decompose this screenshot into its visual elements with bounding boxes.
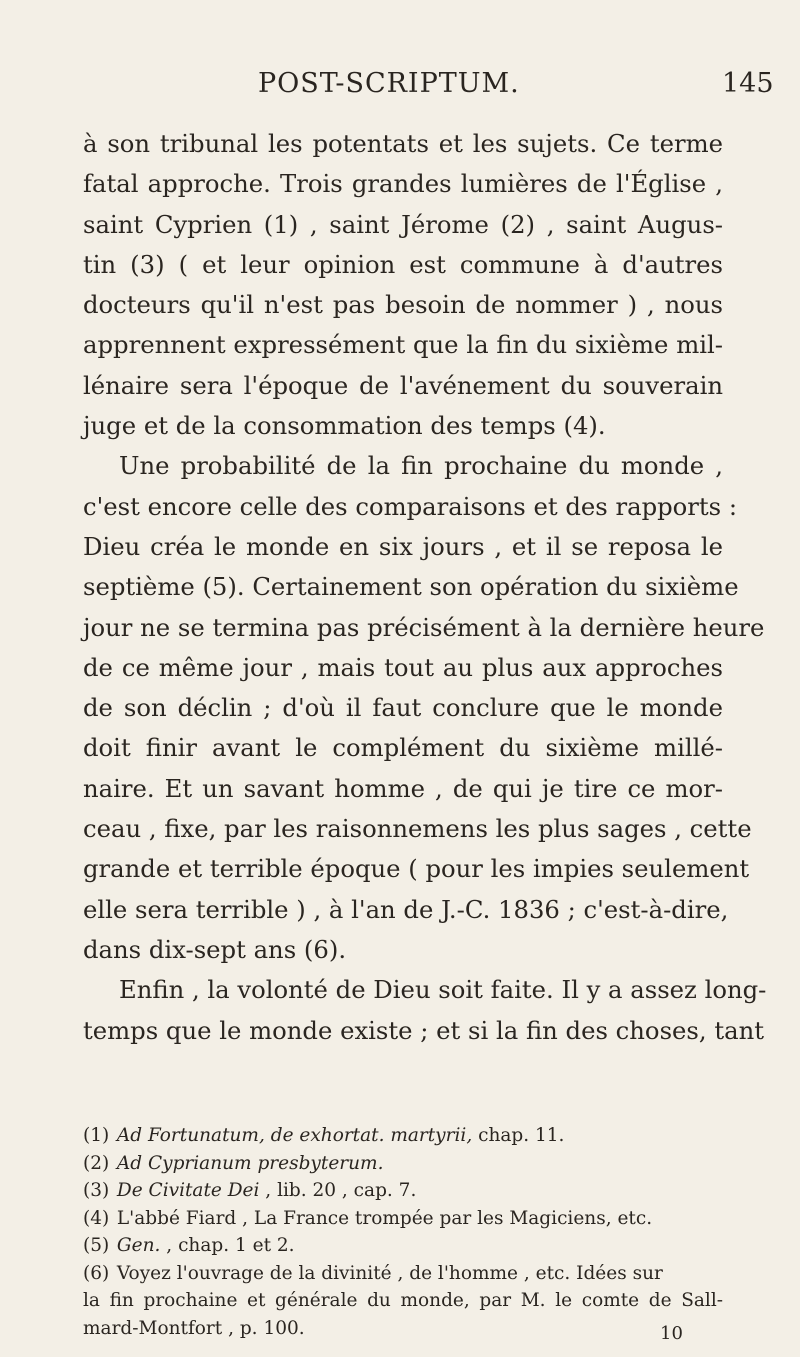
text-line: elle sera terrible ) , à l'an de J.-C. 1836 ; c'est-à-dire, [83,894,729,924]
text-line: septième (5). Certainement son opération du sixième [83,572,739,602]
text-line: c'est encore celle des comparaisons et des rapports : [83,491,738,521]
text-line: naire. Et un savant homme , de qui je tire ce mor- [83,773,723,803]
running-title: POST-SCRIPTUM. [258,68,520,99]
text-line: doit finir avant le complément du sixième millé- [83,733,723,763]
footnote-text: L'abbé Fiard , La France trompée par les Magiciens, etc. [116,1207,653,1229]
footnote-number: (6) [83,1262,110,1284]
page-header [0,60,800,100]
footnote-work-title: Ad Cyprianum presbyterum. [116,1152,384,1174]
footnote-work-title: Gen. [116,1235,161,1256]
footnote-reference: chap. 11. [472,1125,565,1146]
footnote-5 [83,1232,723,1260]
footnote-6-continuation: la fin prochaine et générale du monde, par M. le comte de Sall- [83,1290,723,1311]
footnote-number: (2) [83,1152,110,1174]
footnotes [83,1122,723,1342]
footnote-3 [83,1177,723,1205]
text-line: ceau , fixe, par les raisonnemens les plus sages , cette [83,814,752,844]
text-line: dans dix-sept ans (6). [83,934,347,964]
footnote-work-title: Ad Fortunatum, de exhortat. martyrii, [116,1125,473,1146]
text-line: de son déclin ; d'où il faut conclure que le monde [83,693,723,723]
text-line: tin (3) ( et leur opinion est commune à d'autres [83,249,723,279]
footnote-4 [83,1205,723,1233]
text-line: Une probabilité de la fin prochaine du monde , [119,451,723,481]
footnote-work-title: De Civitate Dei [116,1180,260,1201]
text-line: docteurs qu'il n'est pas besoin de nommer ) , nous [83,290,723,320]
signature-mark: 10 [660,1323,683,1344]
page-number: 145 [722,68,774,99]
footnote-reference: , chap. 1 et 2. [160,1235,295,1256]
text-line: lénaire sera l'époque de l'avénement du souverain [83,370,723,400]
text-line: Enfin , la volonté de Dieu soit faite. Il y a assez long- [119,975,767,1005]
text-line: à son tribunal les potentats et les sujets. Ce terme [83,129,723,158]
text-line: apprennent expressément que la fin du sixième mil- [83,330,723,360]
footnote-number: (4) [83,1207,110,1229]
footnote-text: Voyez l'ouvrage de la divinité , de l'homme , etc. Idées sur [116,1262,663,1284]
footnote-6-continuation: mard-Montfort , p. 100. [83,1317,305,1339]
footnote-number: (3) [83,1180,110,1201]
text-line: de ce même jour , mais tout au plus aux approches [83,652,723,682]
text-line: jour ne se termina pas précisément à la dernière heure [83,612,765,642]
footnote-6 [83,1260,723,1288]
text-line: temps que le monde existe ; et si la fin des choses, tant [83,1015,764,1045]
footnote-number: (1) [83,1125,110,1146]
text-line: Dieu créa le monde en six jours , et il se reposa le [83,531,723,561]
text-line: fatal approche. Trois grandes lumières de l'Église , [83,169,723,199]
text-line: saint Cyprien (1) , saint Jérome (2) , saint Augus- [83,209,723,239]
body-text [83,124,767,1051]
text-line: juge et de la consommation des temps (4). [83,411,606,441]
footnote-number: (5) [83,1235,110,1256]
footnote-1 [83,1122,723,1150]
footnote-reference: , lib. 20 , cap. 7. [259,1180,417,1201]
text-line: grande et terrible époque ( pour les impies seulement [83,854,750,884]
footnote-2 [83,1150,723,1178]
